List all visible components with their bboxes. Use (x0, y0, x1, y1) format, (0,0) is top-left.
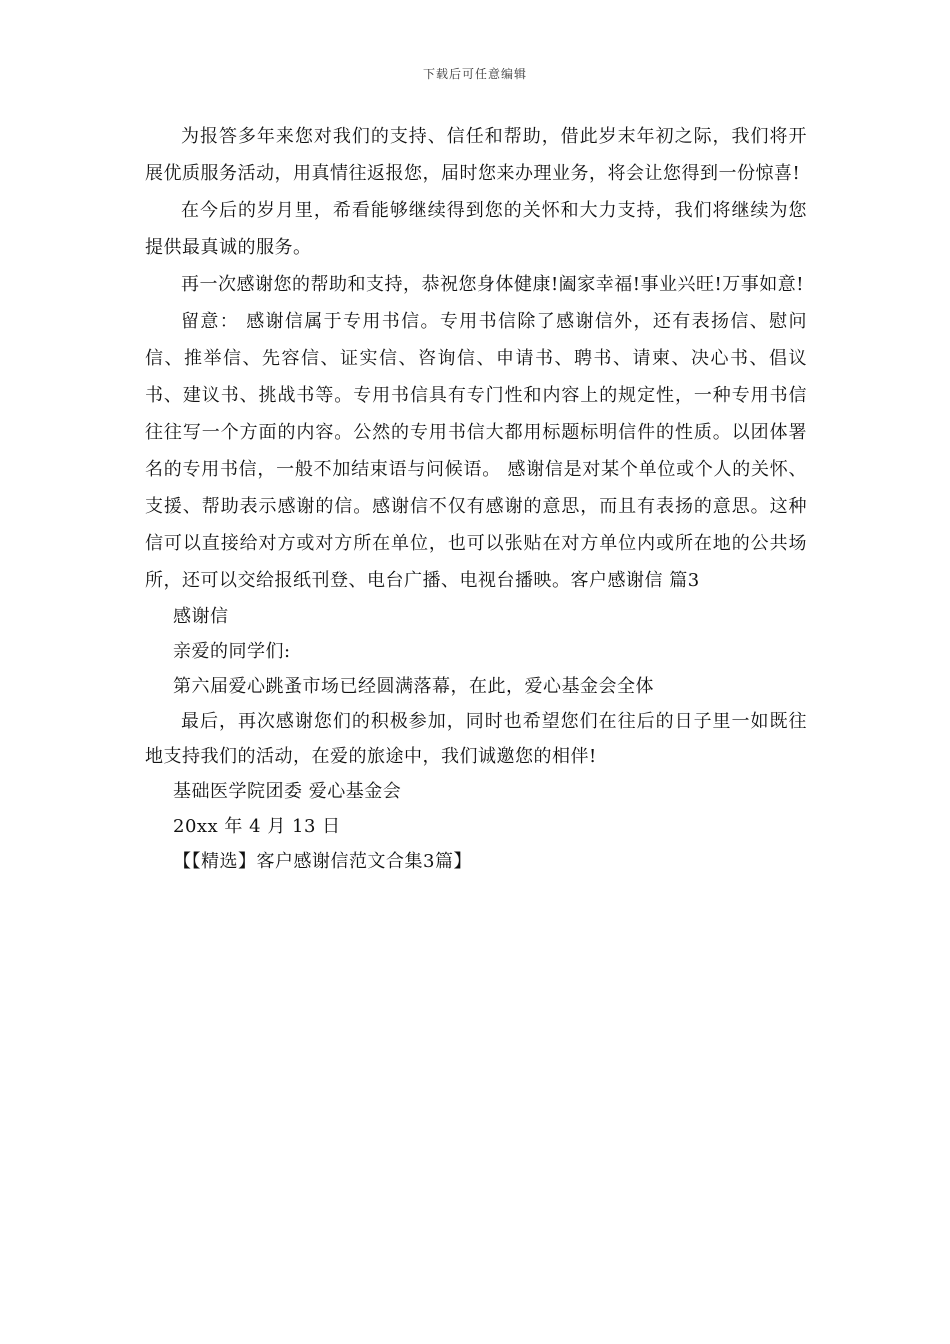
letter-signature: 基础医学院团委 爱心基金会 (173, 781, 402, 802)
document-footer-title: 【【精选】客户感谢信范文合集3篇】 (173, 851, 472, 872)
letter-date: 20xx 年 4 月 13 日 (173, 816, 341, 837)
letter-title: 感谢信 (173, 606, 229, 627)
paragraph-thanks-activity: 为报答多年来您对我们的支持、信任和帮助，借此岁末年初之际，我们将开展优质服务活动，用真情往返报您，届时您来办理业务，将会让您得到一份惊喜! (145, 126, 807, 184)
paragraph-closing: 最后，再次感谢您们的积极参加，同时也希望您们在往后的日子里一如既往地支持我们的活动，在爱的旅途中，我们诚邀您的相伴! (145, 711, 807, 767)
letter-salutation: 亲爱的同学们: (173, 641, 291, 662)
paragraph-future-support: 在今后的岁月里，希看能够继续得到您的关怀和大力支持，我们将继续为您提供最真诚的服务。 (145, 200, 807, 258)
page-header-note: 下载后可任意编辑 (422, 67, 527, 81)
paragraph-notes: 留意： 感谢信属于专用书信。专用书信除了感谢信外，还有表扬信、慰问信、推举信、先容信、证实信、咨询信、申请书、聘书、请柬、决心书、倡议书、建议书、挑战书等。专用书信具有专门性和内容上的规定性，一种专用书信往往写一个方面的内容。公然的专用书信大都用标题标明信件的性质。以团体署名的专用书信，一般不加结束语与问候语。 感谢信是对某个单位或个人的关怀、支援、帮助表示感谢的信。感谢信不仅有感谢的意思，而且有表扬的意思。这种信可以直接给对方或对方所在单位，也可以张贴在对方单位内或所在地的公共场所，还可以交给报纸刊登、电台广播、电视台播映。客户感谢信 篇3 (145, 311, 807, 591)
paragraph-best-wishes: 再一次感谢您的帮助和支持，恭祝您身体健康!阖家幸福!事业兴旺!万事如意! (181, 274, 804, 295)
document-body (145, 118, 807, 879)
letter-opening-line: 第六届爱心跳蚤市场已经圆满落幕，在此，爱心基金会全体 (173, 676, 654, 697)
